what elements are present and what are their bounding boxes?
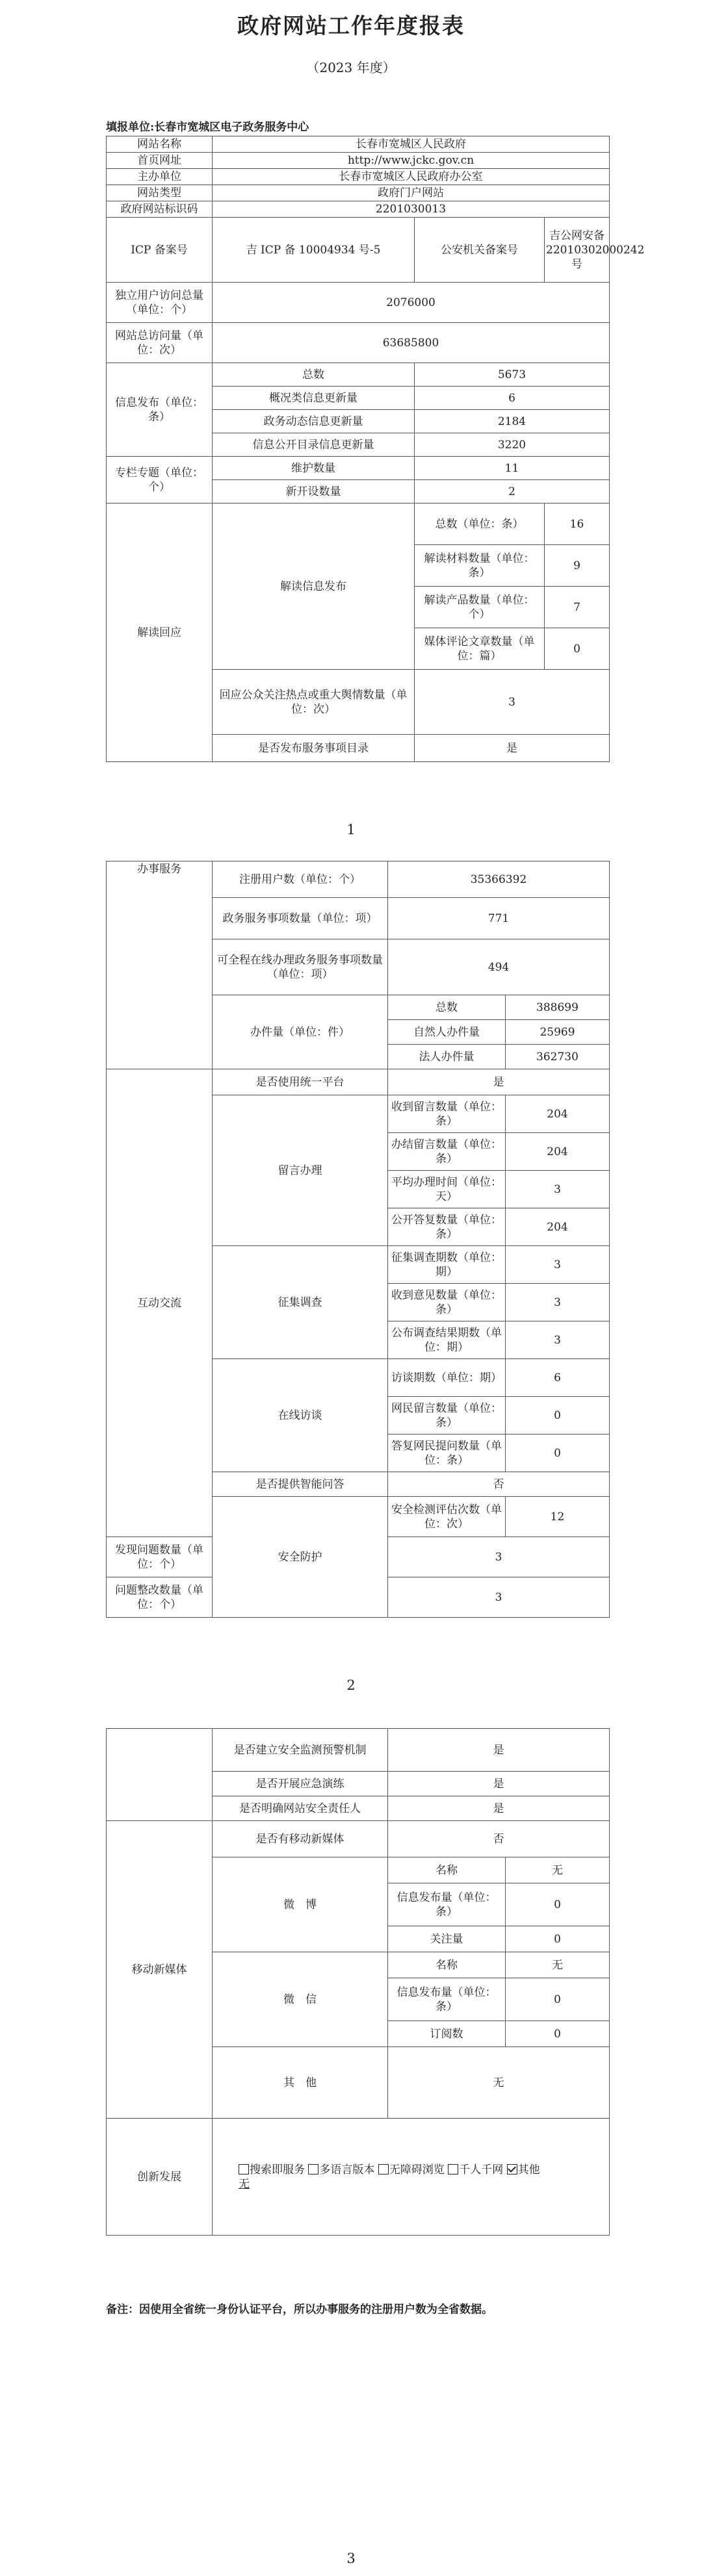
label-response: 回应公众关注热点或重大舆情数量（单位：次） [213,670,415,735]
label-interpret-group: 解读回应 [107,504,213,762]
label-survey-recv: 收到意见数量（单位：条） [388,1284,506,1321]
icp-number: 吉 ICP 备 10004934 号-5 [213,218,415,283]
label-weibo-pub: 信息发布量（单位：条） [388,1883,506,1926]
service-catalog: 是 [415,735,610,762]
msg-time: 3 [506,1171,610,1208]
label-online: 可全程在线办理政务服务事项数量（单位：项） [213,939,388,995]
handle-legal: 362730 [506,1045,610,1069]
innovation-option-search[interactable] [239,2163,305,2176]
label-innovation-group: 创新发展 [107,2119,213,2236]
checkbox-other-checked[interactable] [507,2164,517,2174]
label-warn: 是否建立安全监测预警机制 [213,1729,388,1772]
label-icp: ICP 备案号 [107,218,213,283]
interpret-product: 7 [545,587,610,628]
label-new-column: 新开设数量 [213,480,415,504]
label-service-group: 办事服务 [107,861,213,1069]
checkbox-personal[interactable] [448,2164,458,2174]
weibo-follow: 0 [506,1926,610,1952]
security-test: 12 [506,1497,610,1537]
talk-msg: 0 [506,1397,610,1435]
innovation-option-personal[interactable] [448,2163,503,2176]
label-wechat-name: 名称 [388,1952,506,1978]
option-label-other: 其他 [517,2163,540,2176]
innovation-other-text: 无 [239,2177,250,2191]
checkbox-multilang[interactable] [308,2164,318,2174]
security-drill: 是 [388,1772,610,1796]
label-survey: 征集调查 [213,1246,388,1359]
survey-pub: 3 [506,1321,610,1359]
reporting-unit: 填报单位:长春市宽城区电子政务服务中心 [106,121,309,134]
label-visits: 网站总访问量（单位：次） [107,323,213,363]
interpret-response: 3 [415,670,610,735]
report-year: （2023 年度） [306,60,396,75]
service-items: 771 [388,898,610,939]
handle-total: 388699 [506,995,610,1020]
label-talk-count: 访谈期数（单位：期） [388,1359,506,1397]
label-msg: 留言办理 [213,1095,388,1246]
service-users: 35366392 [388,861,610,898]
option-label-personal: 千人千网 [459,2163,504,2176]
label-wechat: 微 信 [213,1952,388,2047]
label-talk-msg: 网民留言数量（单位：条） [388,1397,506,1435]
option-label-accessible: 无障碍浏览 [389,2163,445,2176]
label-msg-pub: 公开答复数量（单位：条） [388,1208,506,1246]
survey-count: 3 [506,1246,610,1284]
interpret-total: 16 [545,504,610,545]
label-security-fixed: 问题整改数量（单位：个） [107,1577,213,1618]
security-warn: 是 [388,1729,610,1772]
option-label-search: 搜索即服务 [250,2163,305,2176]
label-other: 其 他 [213,2047,388,2119]
label-legal: 法人办件量 [388,1045,506,1069]
mobile-has: 否 [388,1821,610,1857]
msg-pub: 204 [506,1208,610,1246]
visits: 63685800 [213,323,610,363]
label-info-group: 信息发布（单位：条） [107,363,213,457]
info-dynamic: 2184 [415,410,610,433]
label-column-group: 专栏专题（单位：个） [107,457,213,504]
label-code: 政府网站标识码 [107,201,213,218]
label-drill: 是否开展应急演练 [213,1772,388,1796]
page-number-1: 1 [346,822,356,837]
police-number: 吉公网安备 22010302000242 号 [545,218,610,283]
interact-platform: 是 [388,1069,610,1095]
label-host: 主办单位 [107,169,213,185]
page-number-2: 2 [346,1677,356,1693]
table-page-3 [106,1728,610,2236]
label-product: 解读产品数量（单位：个） [415,587,545,628]
label-msg-done: 办结留言数量（单位：条） [388,1133,506,1171]
label-home: 首页网址 [107,153,213,169]
talk-count: 6 [506,1359,610,1397]
label-survey-pub: 公布调查结果期数（单位：期） [388,1321,506,1359]
label-users: 注册用户数（单位：个） [213,861,388,898]
label-msg-time: 平均办理时间（单位：天） [388,1171,506,1208]
label-media: 媒体评论文章数量（单位：篇） [415,628,545,670]
weibo-name: 无 [506,1857,610,1883]
label-overview: 概况类信息更新量 [213,387,415,410]
label-smart: 是否提供智能问答 [213,1472,388,1497]
label-site-name: 网站名称 [107,136,213,153]
label-dynamic: 政务动态信息更新量 [213,410,415,433]
label-service-catalog: 是否发布服务事项目录 [213,735,415,762]
label-survey-count: 征集调查期数（单位：期） [388,1246,506,1284]
mobile-other: 无 [388,2047,610,2119]
label-resp: 是否明确网站安全责任人 [213,1796,388,1821]
label-talk-reply: 答复网民提问数量（单位：条） [388,1435,506,1472]
option-label-multilang: 多语言版本 [319,2163,375,2176]
label-security-test: 安全检测评估次数（单位：次） [388,1497,506,1537]
msg-done: 204 [506,1133,610,1171]
service-online: 494 [388,939,610,995]
label-natural: 自然人办件量 [388,1020,506,1045]
label-msg-recv: 收到留言数量（单位：条） [388,1095,506,1133]
column-new: 2 [415,480,610,504]
label-interpret-sub: 解读信息发布 [213,504,415,670]
site-code: 2201030013 [213,201,610,218]
wechat-name: 无 [506,1952,610,1978]
innovation-option-multilang[interactable] [308,2163,374,2176]
home-url: http://www.jckc.gov.cn [213,153,610,169]
innovation-option-list [239,2163,608,2177]
report-title: 政府网站工作年度报表 [237,13,465,38]
msg-recv: 204 [506,1095,610,1133]
label-police: 公安机关备案号 [415,218,545,283]
info-overview: 6 [415,387,610,410]
visitors: 2076000 [213,283,610,323]
innovation-option-other[interactable] [507,2163,540,2176]
security-fixed: 3 [388,1577,610,1618]
label-visitors: 独立用户访问总量（单位：个） [107,283,213,323]
label-type: 网站类型 [107,185,213,201]
label-interact-group: 互动交流 [107,1069,213,1537]
label-security-group: 安全防护 [213,1497,388,1618]
handle-natural: 25969 [506,1020,610,1045]
label-material: 解读材料数量（单位：条） [415,545,545,587]
site-name: 长春市宽城区人民政府 [213,136,610,153]
wechat-sub: 0 [506,2021,610,2047]
checkbox-accessible[interactable] [378,2164,389,2174]
label-weibo: 微 博 [213,1857,388,1952]
innovation-options [213,2119,610,2236]
label-talk: 在线访谈 [213,1359,388,1472]
label-mobile-group: 移动新媒体 [107,1821,213,2119]
label-handle: 办件量（单位：件） [213,995,388,1069]
label-weibo-name: 名称 [388,1857,506,1883]
label-wechat-sub: 订阅数 [388,2021,506,2047]
footnote: 备注：因使用全省统一身份认证平台，所以办事服务的注册用户数为全省数据。 [106,2303,493,2316]
checkbox-search[interactable] [239,2164,249,2174]
label-items: 政务服务事项数量（单位：项） [213,898,388,939]
security-found: 3 [388,1537,610,1577]
label-catalog: 信息公开目录信息更新量 [213,433,415,457]
label-mobile-has: 是否有移动新媒体 [213,1821,388,1857]
wechat-pub: 0 [506,1978,610,2021]
page-number-3: 3 [346,2551,356,2566]
weibo-pub: 0 [506,1883,610,1926]
info-total: 5673 [415,363,610,387]
interpret-media: 0 [545,628,610,670]
label-platform: 是否使用统一平台 [213,1069,388,1095]
info-catalog: 3220 [415,433,610,457]
label-weibo-follow: 关注量 [388,1926,506,1952]
label-handle-total: 总数 [388,995,506,1020]
label-security-found: 发现问题数量（单位：个） [107,1537,213,1577]
table-page-1 [106,136,645,762]
label-maintain: 维护数量 [213,457,415,480]
label-wechat-pub: 信息发布量（单位：条） [388,1978,506,2021]
host-unit: 长春市宽城区人民政府办公室 [213,169,610,185]
label-info-total: 总数 [213,363,415,387]
talk-reply: 0 [506,1435,610,1472]
survey-recv: 3 [506,1284,610,1321]
security-continued [107,1729,213,1821]
table-page-2 [106,861,610,1618]
innovation-option-accessible[interactable] [378,2163,445,2176]
interact-smart: 否 [388,1472,610,1497]
site-type: 政府门户网站 [213,185,610,201]
column-maintain: 11 [415,457,610,480]
interpret-material: 9 [545,545,610,587]
label-interpret-total: 总数（单位：条） [415,504,545,545]
security-resp: 是 [388,1796,610,1821]
